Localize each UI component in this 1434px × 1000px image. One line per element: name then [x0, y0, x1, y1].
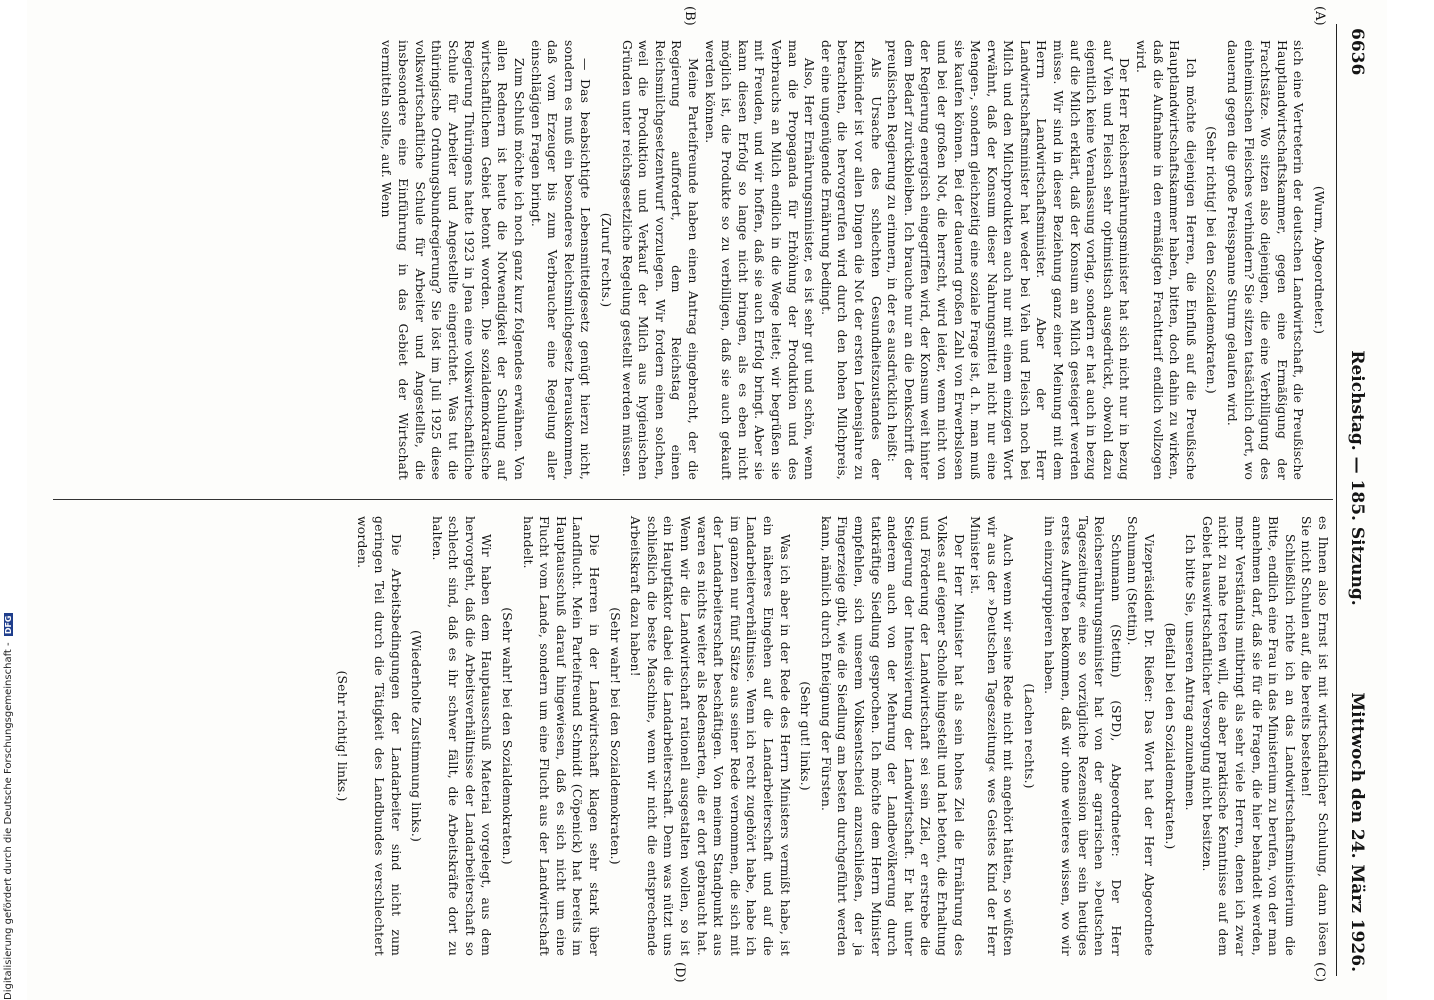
column-divider — [53, 499, 1333, 500]
paragraph: Zum Schluß möchte ich noch ganz kurz folgendes erwähnen. Von allen Rednern ist heute die Notwendigkeit der Schulung auf wirtschaftlichem Gebiet betont worden. Die sozialdemokratische Regierung Thüringens hatte 1923 in Jena eine volkswirtschaftliche Schule für Arbeiter und Angestellte eingerichtet. Was tut die thüringische Ordnungsbundregierung? Sie löst im Juli 1925 diese volkswirtschaftliche Schule für Arbeiter und Angestellte, die insbesondere eine Einführung in das Gebiet der Wirtschaft vermitteln sollte, auf. Wenn — [379, 40, 528, 480]
footer-text: Digitalisierung gefördert durch die Deutsche Forschungsgemeinschaft - — [3, 642, 14, 1000]
digitization-footer — [3, 0, 17, 1000]
session-date: Mittwoch den 24. März 1926. — [1347, 692, 1367, 972]
paragraph: Schumann (Stettin) (SPD), Abgeordneter: Der Herr Reichsernährungsminister hat von der agrarischen »Deutschen Tageszeitung« eine so vorzügliche Rezension über sein heutiges erstes Auftreten bekommen, daß wir ohne weiteres wissen, wo wir ihn einzugruppieren haben. — [1042, 516, 1124, 956]
dfg-logo: DFG — [3, 615, 13, 635]
session-title: Reichstag. — 185. Sitzung. — [1347, 350, 1367, 606]
interjection: (Beifall bei den Sozialdemokraten.) — [1162, 622, 1178, 850]
paragraph: Die Arbeitsbedingungen der Landarbeiter sind nicht zum geringen Teil durch die Tätigkeit des Landbundes verschlechtert worden. — [355, 516, 404, 956]
paragraph: sich eine Vertreterin der deutschen Landwirtschaft, die Preußische Hauptlandwirtschaftskammer, gegen eine Ermäßigung der Frachtsätze. Wo sitzen also diejenigen, die eine Verbilligung des einheimischen Fleisches verhindern? Sie sitzen tatsächlich dort, wo dauernd gegen die große Preisspanne Sturm gelaufen wird. — [1225, 40, 1307, 480]
paragraph: Der Herr Reichsernährungsminister hat sich nicht nur in bezug auf Vieh und Fleisch sehr optimistisch ausgedrückt, obwohl dazu eigentlich keine Veranlassung vorlag, sondern er hat auch in bezug auf die Milch erklärt, daß der Konsum an Milch gesteigert werden müsse. Wir sind in dieser Beziehung ganz einer Meinung mit dem Herrn Landwirtschaftsminister. Aber der Herr Landwirtschaftsminister hat weder bei Vieh und Fleisch noch bei Milch und den Milchprodukten auch nur mit einem einzigen Wort erwähnt, daß der Konsum dieser Nahrungsmittel nicht nur eine Mengen-, sondern gleichzeitig eine soziale Frage ist, d. h. man muß sie kaufen können. Bei der dauernd großen Zahl von Erwerbslosen und bei der großen Not, die herrscht, wird leider, wenn nicht von der Regierung energisch eingegriffen wird, der Konsum weit hinter dem Bedarf zurückbleiben. Ich brauche nur an die Denkschrift der preußischen Regierung zu erinnern, in der es ausdrücklich heißt: — [885, 40, 1133, 480]
speaker-lead: (Wurm, Abgeordneter.) — [1312, 185, 1327, 335]
margin-mark-b: (B) — [682, 6, 697, 26]
margin-mark-a: (A) — [1312, 6, 1327, 26]
margin-mark-c: (C) — [1312, 962, 1327, 983]
page-number: 6636 — [1347, 28, 1367, 76]
interjection: (Sehr wahr! bei den Sozialdemokraten.) — [607, 607, 623, 865]
paragraph: Als Ursache des schlechten Gesundheitszustandes der Kleinkinder ist vor allen Dingen die Not der ersten Lebensjahre zu betrachten, die hervorgerufen wird durch den hohen Milchpreis, der eine ungenügende Ernährung bedingt. — [818, 40, 884, 480]
paragraph: es Ihnen also Ernst ist mit wirtschaftlicher Schulung, dann lösen Sie nicht Schulen auf, die bereits bestehen! — [1299, 516, 1331, 956]
running-header — [1339, 28, 1375, 972]
margin-mark-d: (D) — [672, 962, 687, 983]
interjection: (Zuruf rechts.) — [599, 212, 615, 308]
interjection: (Wiederholte Zustimmung links.) — [409, 630, 425, 842]
header-rule — [1336, 24, 1337, 976]
paragraph: Also, Herr Ernährungsminister, es ist sehr gut und schön, wenn man die Propaganda für Erhöhung der Produktion und des Verbrauchs an Milch endlich in die Wege leitet; wir begrüßen sie mit Freuden, und wir hoffen, daß sie auch Erfolg bringt. Aber sie kann diesen Erfolg so lange nicht bringen, als es eben nicht möglich ist, die Produkte so zu verbilligen, daß sie auch gekauft werden können. — [702, 40, 818, 480]
paragraph: Auch wenn wir seine Rede nicht mit angehört hätten, so wüßten wir aus der »Deutschen Tageszeitung« wes Geistes Kind der Herr Minister ist. — [968, 516, 1017, 956]
interjection: (Sehr richtig! bei den Sozialdemokraten.) — [1204, 126, 1220, 394]
paragraph: Der Herr Minister hat als sein hohes Ziel die Ernährung des Volkes auf eigener Scholle hingestellt und hat betont, die Erhaltung und Förderung der Landwirtschaft sei sein Ziel, er erstrebe die Steigerung der Intensivierung der Landwirtschaft. Er hat unter anderem auch von der Mehrung der Landbevölkerung durch tatkräftige Siedlung gesprochen. Ich möchte dem Herrn Minister empfehlen, sich unserem Volksentscheid anzuschließen, der ja Fingerzeige gibt, wie die Siedlung am besten durchgeführt werden kann, nämlich durch Enteignung der Fürsten. — [818, 516, 967, 956]
paragraph: Was ich aber in der Rede des Herrn Ministers vermißt habe, ist ein näheres Eingehen auf die Landarbeiterschaft und auf die Landarbeiterverhältnisse. Wenn ich recht zugehört habe, habe ich im ganzen nur fünf Sätze aus seiner Rede vernommen, die sich mit der Landarbeiterschaft beschäftigen. Von meinem Standpunkt aus waren es nichts weiter als Redensarten, die er dort gebraucht hat. Wenn wir die Landwirtschaft rationell ausgestalten wollen, so ist ein Hauptfaktor dabei die Landarbeiterschaft. Denn was nützt uns schließlich die beste Maschine, wenn wir nicht die entsprechende Arbeitskraft dazu haben! — [628, 516, 793, 956]
paragraph: — Das beabsichtigte Lebensmittelgesetz genügt hierzu nicht, sondern es muß ein besonderes Reichsmilchgesetz herauskommen, daß vom Erzeuger bis zum Verbraucher eine Regelung aller einschlägigen Fragen bringt. — [528, 40, 594, 480]
right-column — [329, 516, 1331, 956]
interjection: (Sehr wahr! bei den Sozialdemokraten.) — [500, 607, 516, 865]
paragraph: Ich bitte Sie, unseren Antrag anzunehmen. — [1183, 534, 1199, 811]
paragraph: Vizepräsident Dr. Rießer: Das Wort hat der Herr Abgeordnete Schumann (Stettin). — [1125, 516, 1158, 956]
rotated-document-page — [27, 0, 1387, 1000]
paragraph: Meine Parteifreunde haben einen Antrag eingebracht, der die Regierung auffordert, dem Reichstag einen Reichsmilchgesetzentwurf vorzulegen. Wir fordern einen solchen, weil die Produktion und Verkauf der Milch aus hygienischen Gründen unter reichsgesetzliche Regelung gestellt werden müssen. — [619, 40, 702, 480]
paragraph: Schließlich richte ich an das Landwirtschaftsministerium die Bitte, endlich eine Frau in das Ministerium zu berufen, von der man annehmen darf, daß sie für die Fragen, die hier behandelt werden, mehr Verständnis mitbringt als sehr viele Herren, denen ich zwar nicht zu nahe treten will, die aber praktische Kenntnisse auf dem Gebiet hauswirtschaftlicher Versorgung nicht besitzen. — [1199, 516, 1298, 956]
paragraph: Die Herren in der Landwirtschaft klagen sehr stark über Landflucht. Mein Parteifreund Schmidt (Cöpenick) hat bereits im Hauptausschuß darauf hingewiesen, daß es sich nicht um eine Flucht vom Lande, sondern um eine Flucht aus der Landwirtschaft handelt. — [520, 516, 603, 956]
left-column — [378, 40, 1331, 480]
interjection: (Sehr richtig! links.) — [334, 670, 350, 802]
paragraph: Ich möchte diejenigen Herren, die Einfluß auf die Preußische Hauptlandwirtschaftskammer haben, bitten, doch dahin zu wirken, daß die Aufnahme in den ermäßigten Frachttarif endlich vollzogen wird. — [1134, 40, 1199, 480]
interjection: (Lachen rechts.) — [1021, 683, 1037, 789]
paragraph: Wir haben dem Hauptausschuß Material vorgelegt, aus dem hervorgeht, daß die Arbeitsverhältnisse der Landarbeiterschaft so schlecht sind, daß es ihr schwer fällt, die Arbeitskräfte dort zu halten. — [429, 516, 495, 956]
interjection: (Sehr gut! links.) — [798, 681, 814, 791]
